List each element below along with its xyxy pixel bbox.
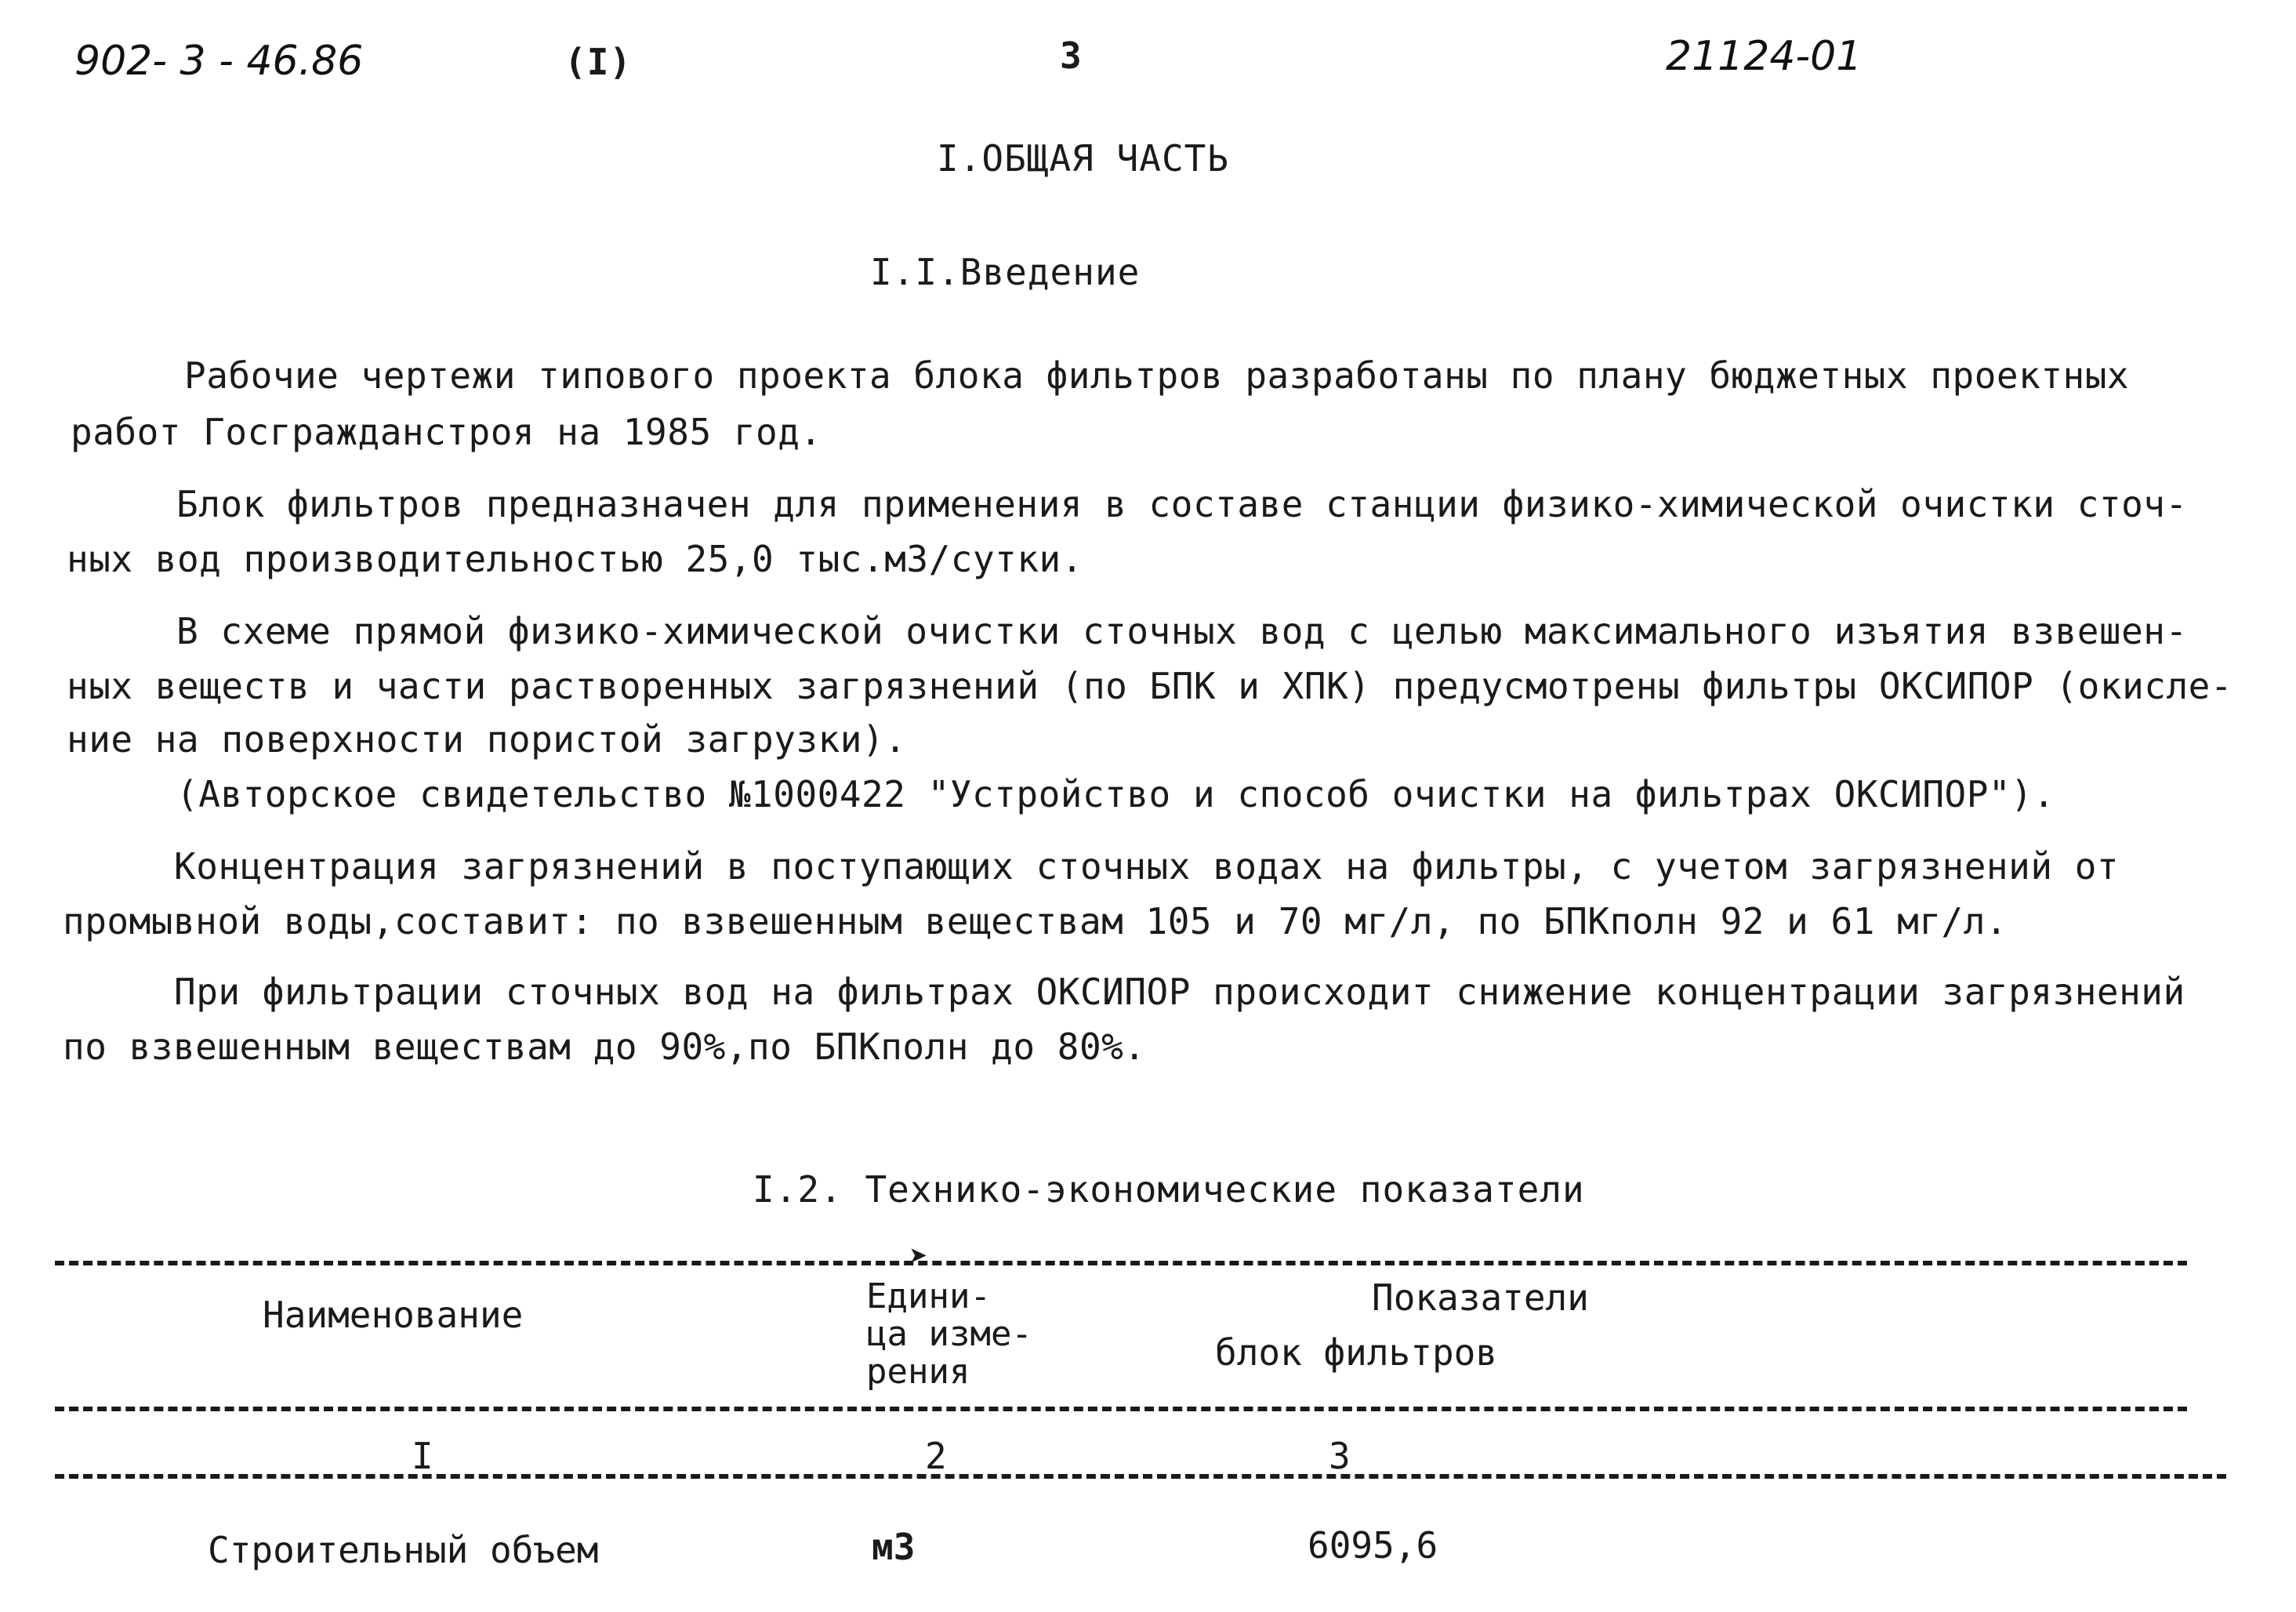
subsection-title-indicators: I.2. Технико-экономические показатели bbox=[753, 1168, 1585, 1211]
paragraph-line: промывной воды,составит: по взвешенным веществам 105 и 70 мг/л, по БПКполн 92 и 61 мг/л. bbox=[63, 900, 2008, 942]
column-number-1: I bbox=[412, 1435, 433, 1477]
header-indicators-sub: блок фильтров bbox=[1215, 1331, 1498, 1374]
table-rule-top bbox=[55, 1261, 2187, 1265]
paragraph-line: Рабочие чертежи типового проекта блока фильтров разработаны по плану бюджетных проектных bbox=[184, 354, 2130, 397]
paragraph-line: Концентрация загрязнений в поступающих сточных водах на фильтры, с учетом загрязнений от bbox=[174, 845, 2120, 888]
subsection-title-introduction: I.I.Введение bbox=[870, 251, 1141, 293]
header-unit: Едини- ца изме- рения bbox=[866, 1276, 1032, 1392]
paragraph-line: В схеме прямой физико-химической очистки сточных вод с целью максимального изъятия взвешен- bbox=[176, 610, 2188, 652]
column-number-3: 3 bbox=[1329, 1435, 1351, 1477]
row-value: 6095,6 bbox=[1308, 1524, 1438, 1567]
header-indicators: Показатели bbox=[1372, 1276, 1589, 1319]
header-name: Наименование bbox=[263, 1294, 524, 1336]
archive-number: 21124-01 bbox=[1666, 33, 1863, 80]
paragraph-line: ние на поверхности пористой загрузки). bbox=[67, 718, 907, 761]
volume-number: (I) bbox=[564, 41, 633, 83]
paragraph-line: по взвешенным веществам до 90%,по БПКполн до 80%. bbox=[63, 1026, 1146, 1068]
arrow-mark-icon: ➤ bbox=[909, 1239, 929, 1275]
row-unit: м3 bbox=[872, 1526, 916, 1568]
document-code: 902- 3 - 46.86 bbox=[74, 38, 364, 85]
paragraph-line: работ Госгражданстроя на 1985 год. bbox=[71, 411, 822, 453]
table-rule-numbers-bottom bbox=[55, 1474, 2226, 1479]
paragraph-line: При фильтрации сточных вод на фильтрах ОКСИПОР происходит снижение концентрации загрязнений bbox=[174, 971, 2185, 1013]
paragraph-line: ных веществ и части растворенных загрязнений (по БПК и ХПК) предусмотрены фильтры ОКСИПОР (окисле- bbox=[67, 665, 2233, 707]
paragraph-line: ных вод производительностью 25,0 тыс.м3/сутки. bbox=[67, 538, 1083, 580]
column-number-2: 2 bbox=[925, 1435, 947, 1477]
row-name: Строительный объем bbox=[208, 1529, 599, 1571]
paragraph-line: Блок фильтров предназначен для применения в составе станции физико-химической очистки сточ- bbox=[176, 483, 2188, 525]
paragraph-line: (Авторское свидетельство №1000422 "Устройство и способ очистки на фильтрах ОКСИПОР"). bbox=[176, 773, 2055, 815]
section-title: I.ОБЩАЯ ЧАСТЬ bbox=[937, 137, 1230, 180]
table-rule-header-bottom bbox=[55, 1407, 2187, 1411]
page-number: 3 bbox=[1060, 34, 1083, 77]
